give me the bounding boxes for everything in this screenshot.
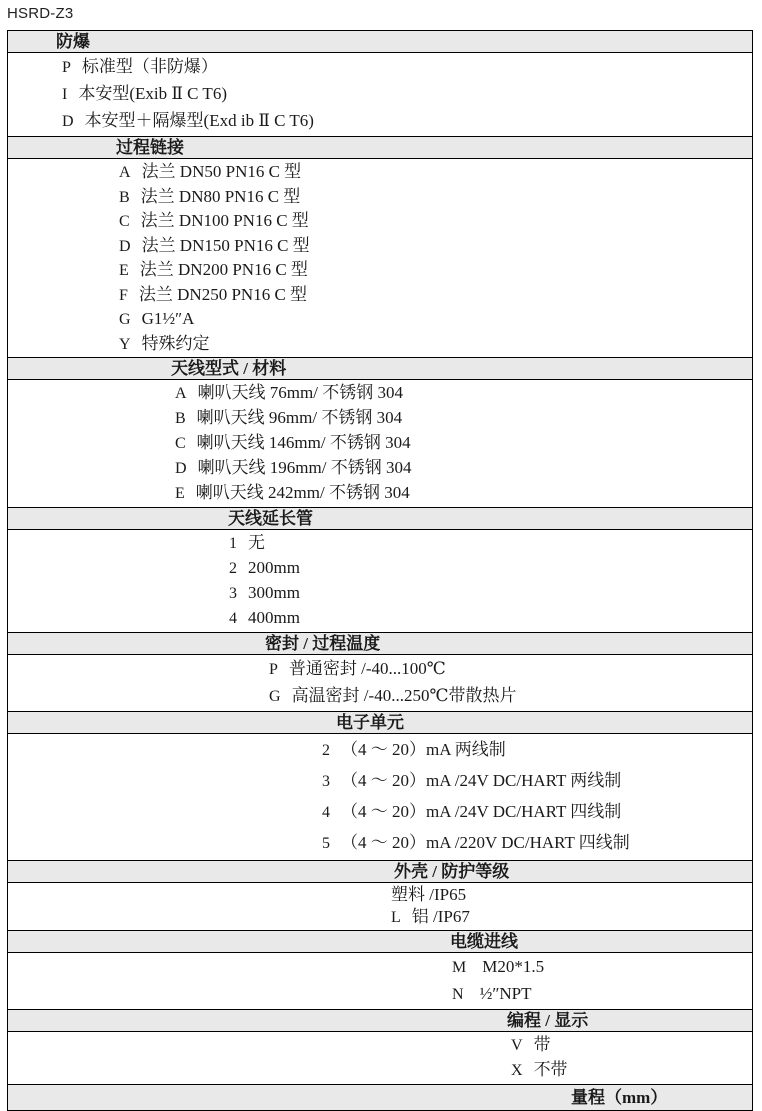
- option-row: [8, 406, 752, 431]
- section-header: [8, 507, 752, 530]
- option-code: N: [452, 986, 464, 1003]
- option-code: B: [175, 410, 186, 427]
- option-label: 400mm: [248, 608, 300, 627]
- option-row: [8, 656, 752, 683]
- option-label: （4 ～ 20）mA /220V DC/HART 四线制: [341, 833, 630, 852]
- option-row: [8, 606, 752, 631]
- option-row: [8, 81, 752, 108]
- model-selection-table: [7, 30, 753, 1111]
- option-label: 无: [248, 533, 265, 552]
- option-row: [8, 735, 752, 766]
- section-header-label: 外壳 / 防护等级: [394, 862, 510, 881]
- option-code: G: [119, 311, 131, 328]
- option-code: G: [269, 688, 281, 705]
- option-row: [8, 108, 752, 135]
- section-items: [8, 1032, 752, 1084]
- option-row: [8, 54, 752, 81]
- section-header: [8, 632, 752, 655]
- option-code: 3: [322, 773, 330, 790]
- option-code: V: [511, 1037, 523, 1054]
- option-label: 喇叭天线 96mm/ 不锈钢 304: [196, 408, 403, 427]
- option-code: P: [269, 661, 278, 678]
- option-label: 标准型（非防爆）: [81, 57, 218, 76]
- option-label: 不带: [533, 1060, 568, 1079]
- option-label: 200mm: [248, 558, 300, 577]
- section-header-label: 天线型式 / 材料: [171, 359, 287, 378]
- option-code: C: [119, 213, 130, 230]
- option-label: 法兰 DN150 PN16 C 型: [141, 235, 310, 255]
- option-code: E: [119, 262, 129, 279]
- option-label: 铝 /IP67: [411, 907, 470, 926]
- page-title: HSRD-Z3: [7, 5, 74, 22]
- section-items: [8, 953, 752, 1009]
- option-label: 喇叭天线 242mm/ 不锈钢 304: [195, 483, 410, 502]
- option-code: E: [175, 485, 185, 502]
- section-header-label: 防爆: [56, 32, 90, 51]
- section-items: [8, 159, 752, 357]
- option-code: A: [119, 164, 131, 181]
- option-code: Y: [119, 335, 131, 353]
- section-header-label: 电缆进线: [450, 932, 518, 951]
- section-header-label: 量程（mm）: [571, 1088, 668, 1107]
- option-row: [8, 160, 752, 185]
- option-label: 高温密封 /-40...250℃带散热片: [291, 686, 517, 705]
- option-row: [8, 332, 752, 357]
- option-label: （4 ～ 20）mA 两线制: [341, 740, 506, 759]
- section-header-label: 天线延长管: [228, 509, 313, 528]
- section-header: [8, 1084, 752, 1110]
- option-row: [8, 258, 752, 283]
- option-row: [8, 185, 752, 210]
- option-label: 法兰 DN80 PN16 C 型: [140, 186, 301, 206]
- option-code: D: [175, 460, 187, 477]
- option-code: 5: [322, 835, 330, 852]
- option-label: 塑料 /IP65: [391, 885, 467, 904]
- option-code: 4: [322, 804, 330, 821]
- option-row: [8, 797, 752, 828]
- option-code: X: [511, 1062, 523, 1079]
- option-label: 喇叭天线 196mm/ 不锈钢 304: [197, 458, 412, 477]
- option-row: [8, 884, 752, 906]
- section-header: [8, 357, 752, 380]
- option-row: [8, 828, 752, 859]
- option-row: [8, 954, 752, 981]
- option-label: 法兰 DN250 PN16 C 型: [138, 284, 308, 304]
- option-row: [8, 307, 752, 332]
- option-label: G1½″A: [141, 309, 195, 328]
- option-code: P: [62, 59, 71, 76]
- option-row: [8, 283, 752, 308]
- section-header-label: 密封 / 过程温度: [265, 634, 381, 653]
- option-code: 2: [322, 742, 330, 759]
- option-label: 法兰 DN50 PN16 C 型: [141, 162, 302, 181]
- option-row: [8, 209, 752, 234]
- option-label: 喇叭天线 146mm/ 不锈钢 304: [196, 433, 411, 452]
- option-code: L: [391, 909, 401, 926]
- option-code: F: [119, 286, 128, 304]
- option-label: 喇叭天线 76mm/ 不锈钢 304: [197, 383, 403, 402]
- section-items: [8, 53, 752, 136]
- option-label: 300mm: [248, 583, 300, 602]
- option-row: [8, 766, 752, 797]
- option-label: 带: [533, 1035, 551, 1054]
- option-code: M: [452, 959, 467, 976]
- option-label: M20*1.5: [482, 957, 545, 976]
- option-row: [8, 481, 752, 506]
- option-label: ½″NPT: [479, 984, 532, 1003]
- option-code: 4: [229, 610, 237, 627]
- option-code: 2: [229, 560, 237, 577]
- option-row: [8, 1033, 752, 1058]
- option-code: I: [62, 86, 68, 103]
- option-code: A: [175, 385, 187, 402]
- option-row: [8, 906, 752, 929]
- option-row: [8, 556, 752, 581]
- option-code: 1: [229, 535, 237, 552]
- option-label: 普通密封 /-40...100℃: [288, 659, 446, 678]
- option-row: [8, 456, 752, 481]
- option-code: C: [175, 435, 186, 452]
- section-header: [8, 136, 752, 159]
- section-header: [8, 1009, 752, 1032]
- section-items: [8, 655, 752, 711]
- section-header: [8, 860, 752, 883]
- option-row: [8, 581, 752, 606]
- section-items: [8, 883, 752, 930]
- section-header-label: 过程链接: [116, 138, 184, 157]
- section-header-label: 编程 / 显示: [507, 1011, 589, 1030]
- section-header: [8, 31, 752, 53]
- option-label: 本安型(Exib Ⅱ C T6): [78, 84, 227, 103]
- section-header: [8, 930, 752, 953]
- option-row: [8, 234, 752, 259]
- option-row: [8, 683, 752, 710]
- section-header: [8, 711, 752, 734]
- option-label: 法兰 DN100 PN16 C 型: [140, 211, 309, 230]
- option-label: 法兰 DN200 PN16 C 型: [139, 260, 308, 279]
- option-row: [8, 981, 752, 1008]
- option-code: D: [119, 237, 131, 255]
- section-items: [8, 734, 752, 860]
- option-label: 特殊约定: [141, 333, 210, 353]
- option-label: 本安型＋隔爆型(Exd ib Ⅱ C T6): [84, 111, 314, 130]
- option-row: [8, 431, 752, 456]
- option-code: B: [119, 188, 130, 206]
- option-row: [8, 381, 752, 406]
- option-row: [8, 531, 752, 556]
- section-header-label: 电子单元: [336, 713, 404, 732]
- option-code: 3: [229, 585, 237, 602]
- option-label: （4 ～ 20）mA /24V DC/HART 四线制: [341, 802, 622, 821]
- option-row: [8, 1058, 752, 1083]
- option-label: （4 ～ 20）mA /24V DC/HART 两线制: [341, 771, 622, 790]
- section-items: [8, 380, 752, 507]
- option-code: D: [62, 113, 74, 130]
- section-items: [8, 530, 752, 632]
